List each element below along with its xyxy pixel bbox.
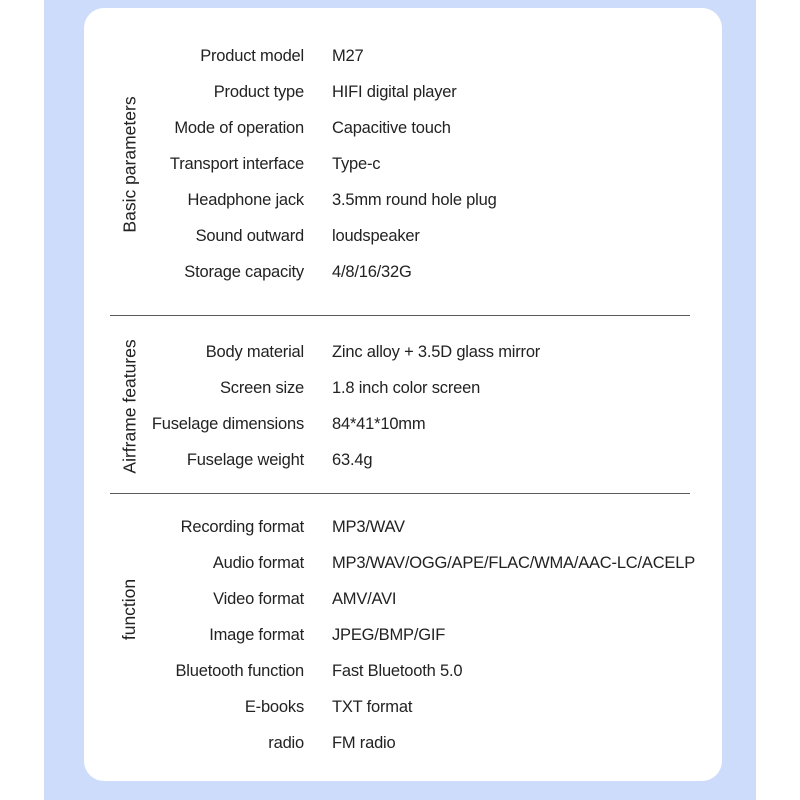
spec-value: AMV/AVI [332,589,397,608]
section-divider [110,493,690,494]
spec-value: 84*41*10mm [332,414,426,433]
spec-key: Headphone jack [187,190,304,209]
spec-row [110,74,690,110]
spec-key: Bluetooth function [175,661,304,680]
spec-value: Capacitive touch [332,118,451,137]
section-airframe-features [110,334,690,478]
spec-row [110,725,690,761]
spec-value: Zinc alloy + 3.5D glass mirror [332,342,541,361]
spec-value: 4/8/16/32G [332,262,412,281]
spec-key: Fuselage weight [186,450,304,469]
spec-key: Mode of operation [174,118,304,137]
spec-key: radio [268,733,304,752]
spec-row [110,182,690,218]
spec-value: MP3/WAV [332,517,405,536]
spec-key: Audio format [212,553,304,572]
section-title-text: Airframe features [119,338,140,474]
spec-row [110,406,690,442]
spec-value: MP3/WAV/OGG/APE/FLAC/WMA/AAC-LC/ACELP [332,553,696,572]
spec-row [110,218,690,254]
spec-row [110,146,690,182]
spec-value: 3.5mm round hole plug [332,190,497,209]
spec-row [110,653,690,689]
spec-row [110,509,690,545]
spec-value: HIFI digital player [332,82,457,101]
spec-row [110,370,690,406]
spec-value: Fast Bluetooth 5.0 [332,661,463,680]
spec-key: Sound outward [195,226,304,245]
spec-row [110,254,690,290]
spec-key: Recording format [180,517,304,536]
section-basic-parameters [110,38,690,290]
spec-value: M27 [332,46,364,65]
spec-row [110,581,690,617]
spec-value: TXT format [332,697,413,716]
spec-key: Screen size [219,378,304,397]
spec-key: Body material [205,342,304,361]
spec-key: Image format [209,625,304,644]
spec-row [110,334,690,370]
spec-value: FM radio [332,733,396,752]
spec-value: Type-c [332,154,381,173]
spec-value: 63.4g [332,450,373,469]
section-title-text: function [119,578,140,640]
spec-row [110,442,690,478]
spec-row [110,38,690,74]
section-divider [110,315,690,316]
spec-value: loudspeaker [332,226,420,245]
spec-value: JPEG/BMP/GIF [332,625,446,644]
spec-value: 1.8 inch color screen [332,378,481,397]
spec-row [110,689,690,725]
spec-key: Transport interface [169,154,304,173]
section-function [110,509,696,761]
spec-key: E-books [244,697,304,716]
spec-row [110,545,696,581]
section-title-text: Basic parameters [119,95,140,233]
spec-key: Storage capacity [184,262,304,281]
spec-key: Product model [200,46,304,65]
spec-key: Video format [213,589,304,608]
spec-row [110,617,690,653]
spec-row [110,110,690,146]
spec-key: Product type [213,82,304,101]
spec-key: Fuselage dimensions [151,414,304,433]
